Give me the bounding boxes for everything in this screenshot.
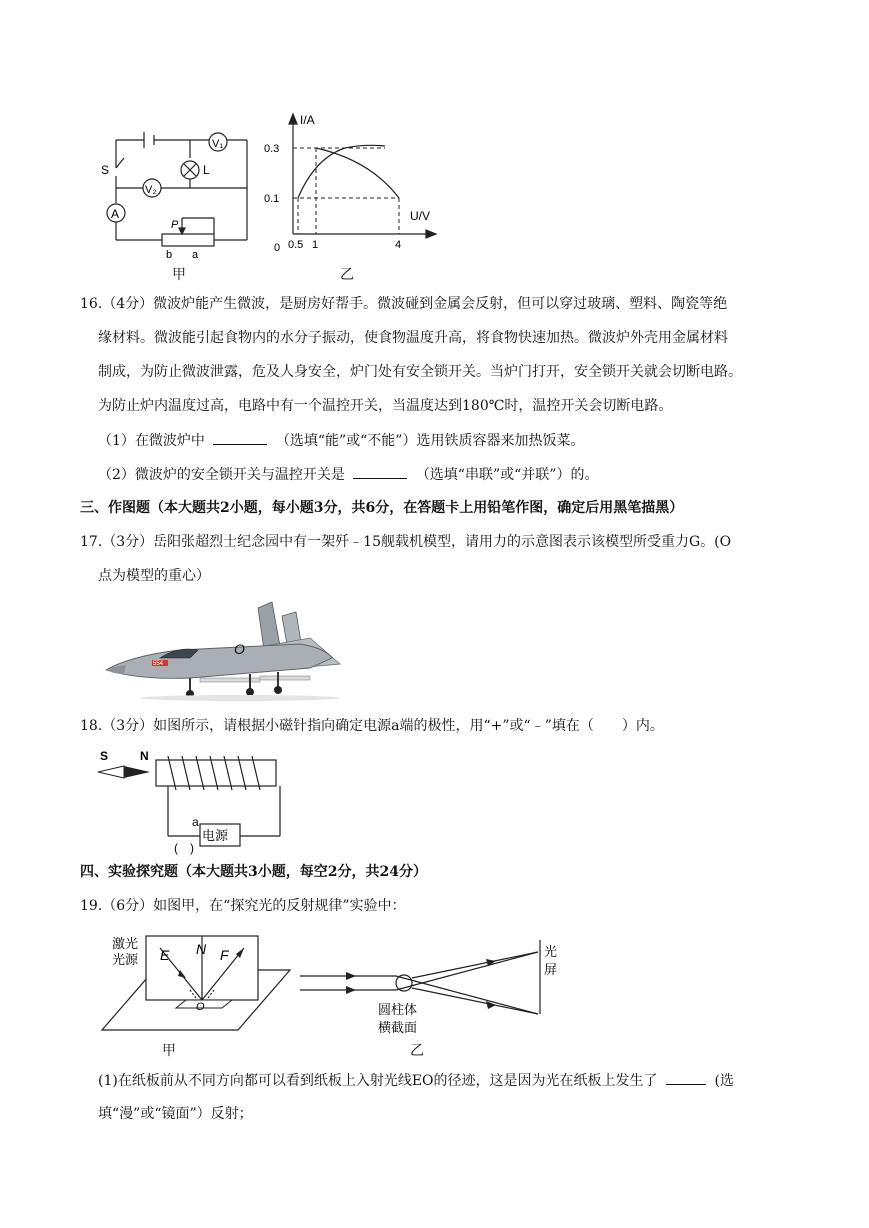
answer-blank[interactable] — [213, 430, 267, 445]
center-of-gravity-label: O — [234, 641, 245, 657]
slider-label: P — [171, 219, 179, 231]
laser-label-2: 光源 — [112, 952, 139, 967]
circuit-diagram — [100, 128, 260, 263]
q19-line-1: 19.（6分）如图甲，在“探究光的反射规律”实验中： — [80, 898, 406, 914]
q16-sub2-post: （选填“串联”或“并联”）的。 — [415, 467, 599, 483]
solenoid-diagram — [96, 746, 296, 858]
v2-label: V₂ — [145, 184, 157, 196]
q19-sub-1 — [98, 1070, 734, 1091]
normal-n-label: N — [196, 941, 207, 957]
end-a-label: a — [192, 249, 199, 261]
terminal-a-label: a — [192, 815, 199, 829]
q17-line-2: 点为模型的重心） — [98, 568, 210, 584]
x-tick-1: 1 — [312, 239, 319, 251]
polarity-answer-paren[interactable]: ( ) — [174, 841, 194, 855]
y-tick-0.3: 0.3 — [264, 143, 280, 155]
switch-label: S — [101, 163, 110, 177]
y-axis-label: I/A — [300, 113, 315, 127]
screen-label-1: 光 — [544, 944, 558, 959]
q19-sub1-pre: (1)在纸板前从不同方向都可以看到纸板上入射光线EO的径迹，这是因为光在纸板上发生了 — [98, 1073, 658, 1089]
q16-para-1: 16.（4分）微波炉能产生微波，是厨房好帮手。微波碰到金属会反射，但可以穿过玻璃、塑料、陶瓷等绝 — [80, 296, 728, 312]
q16-para-3: 制成，为防止微波泄露，危及人身安全，炉门处有安全锁开关。当炉门打开，安全锁开关就会切断电路。 — [98, 364, 742, 380]
reflection-apparatus-diagram — [98, 930, 298, 1038]
q18-line-1: 18.（3分）如图所示，请根据小磁针指向确定电源a端的极性，用“+”或“﹣”填在（ ）内。 — [80, 718, 664, 734]
lamp-label: L — [203, 163, 210, 177]
q19-sub1-line-2: 填“漫”或“镜面”）反射； — [98, 1106, 253, 1122]
board-e-label: E — [160, 947, 170, 963]
x-tick-0.5: 0.5 — [288, 239, 304, 251]
answer-blank[interactable] — [666, 1070, 706, 1085]
x-axis-label: U/V — [410, 209, 431, 223]
fighter-jet-model-image — [100, 598, 350, 703]
v1-label: V₁ — [212, 138, 224, 150]
q16-sub2-pre: （2）微波炉的安全锁开关与温控开关是 — [98, 467, 345, 483]
q16-sub-1 — [98, 430, 584, 451]
q17-line-1: 17.（3分）岳阳张超烈士纪念园中有一架歼﹣15舰载机模型，请用力的示意图表示该模型所受重力G。(O — [80, 534, 732, 550]
fig19-caption-right: 乙 — [410, 1043, 424, 1059]
q16-sub1-pre: （1）在微波炉中 — [98, 433, 205, 449]
needle-s-label: S — [100, 749, 109, 763]
x-tick-4: 4 — [395, 239, 402, 251]
needle-n-label: N — [140, 749, 149, 763]
q16-para-4: 为防止炉内温度过高，电路中有一个温控开关，当温度达到180℃时，温控开关会切断电路。 — [98, 398, 673, 414]
incidence-point-label: O — [196, 1001, 205, 1013]
q16-sub-2 — [98, 464, 598, 485]
fig15-caption-left: 甲 — [172, 267, 186, 283]
answer-blank[interactable] — [353, 464, 407, 479]
board-f-label: F — [220, 947, 229, 963]
screen-label-2: 屏 — [544, 962, 558, 977]
cylinder-label-2: 横截面 — [378, 1020, 418, 1034]
cylinder-lens-diagram — [296, 934, 576, 1034]
cylinder-label-1: 圆柱体 — [378, 1002, 418, 1017]
q19-sub1-post: (选 — [714, 1073, 734, 1089]
power-source-label: 电源 — [202, 828, 229, 843]
origin-label: 0 — [274, 242, 281, 254]
y-tick-0.1: 0.1 — [264, 193, 280, 205]
fig15-caption-right: 乙 — [340, 267, 354, 283]
section-3-heading: 三、作图题（本大题共2小题，每小题3分，共6分，在答题卡上用铅笔作图，确定后用黑笔描黑） — [80, 500, 684, 516]
q16-para-2: 缘材料。微波能引起食物内的水分子振动，使食物温度升高，将食物快速加热。微波炉外壳用金属材料 — [98, 330, 728, 346]
q16-sub1-post: （选填“能”或“不能”）选用铁质容器来加热饭菜。 — [275, 433, 585, 449]
ammeter-label: A — [111, 207, 120, 221]
end-b-label: b — [166, 249, 173, 261]
laser-label-1: 激光 — [112, 936, 139, 951]
section-4-heading: 四、实验探究题（本大题共3小题，每空2分，共24分） — [80, 864, 427, 880]
fig19-caption-left: 甲 — [162, 1043, 176, 1059]
iu-graph — [260, 110, 450, 255]
plane-number: 554 — [153, 661, 164, 667]
